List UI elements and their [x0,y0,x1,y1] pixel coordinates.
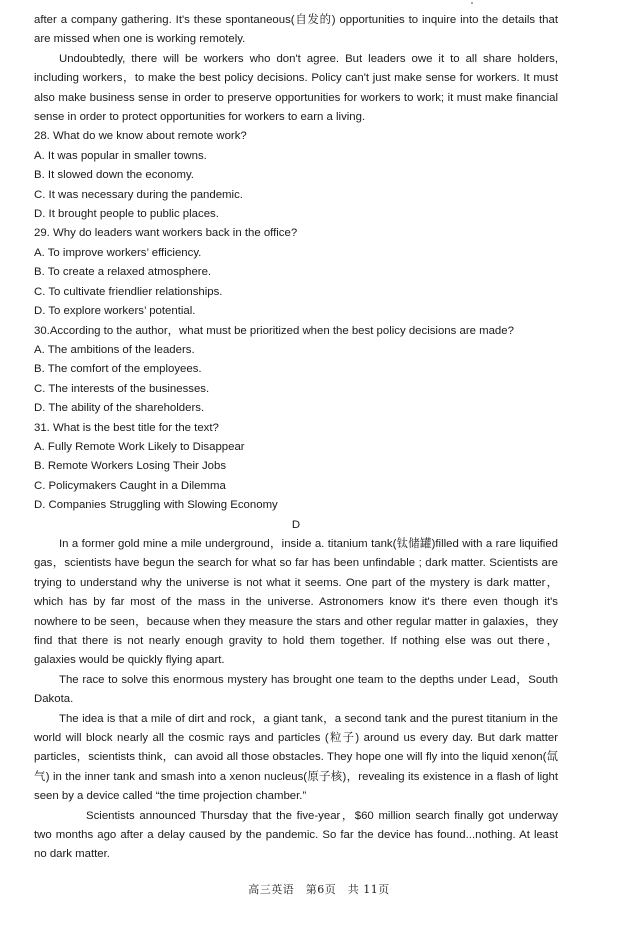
option-c: C. To cultivate friendlier relationships. [34,285,223,298]
question-stem: 31. What is the best title for the text? [34,421,219,434]
option-b: B. Remote Workers Losing Their Jobs [34,460,227,473]
question-29 [34,224,558,321]
section-d-paragraph-3: The idea is that a mile of dirt and rock，a giant tank，a second tank and the purest titanium in the world will block nearly all the cosmic rays and particles (粒子) around us every day. But dark matter particles，scientists think，can avoid all those obstacles. They hope one will fly into the liquid xenon(氙气) in the inner tank and smash into a xenon nucleus(原子核)，revealing its existence in a flash of light seen by a device called “the time projection chamber.” [34,712,558,803]
question-31 [34,419,558,516]
option-a: A. To improve workers’ efficiency. [34,246,202,259]
option-b: B. The comfort of the employees. [34,363,202,376]
option-b: B. To create a relaxed atmosphere. [34,266,212,279]
question-stem: 29. Why do leaders want workers back in the office? [34,227,298,240]
option-a: A. It was popular in smaller towns. [34,149,207,162]
option-d: D. Companies Struggling with Slowing Economy [34,499,278,512]
option-d: D. The ability of the shareholders. [34,402,205,415]
passage-c-tail-paragraph-2: Undoubtedly, there will be workers who don't agree. But leaders owe it to all share holders, including workers，to make the best policy decisions. Policy can't just make sense for workers. It must also make business sense in order to preserve opportunities for workers to work; it must make financial sense in order to protect opportunities for workers to earn a living. [34,52,558,124]
option-c: C. It was necessary during the pandemic. [34,188,243,201]
question-30 [34,322,558,419]
passage-c-tail-paragraph-1: after a company gathering. It's these spontaneous(自发的) opportunities to inquire into the details that are missed when one is working remotely. [34,14,558,46]
scan-speck [471,2,473,4]
page-content [34,11,558,865]
option-b: B. It slowed down the economy. [34,169,194,182]
question-stem: 28. What do we know about remote work? [34,130,247,143]
section-d-paragraph-2: The race to solve this enormous mystery has brought one team to the depths under Lead，South Dakota. [34,673,558,706]
question-stem: 30.According to the author，what must be prioritized when the best policy decisions are made? [34,324,514,337]
option-c: C. The interests of the businesses. [34,382,210,395]
option-a: A. The ambitions of the leaders. [34,343,195,356]
section-d-paragraph-4: Scientists announced Thursday that the five-year，$60 million search finally got underway two months ago after a delay caused by the pandemic. So far the device has found...nothing. At least no dark matter. [34,809,558,861]
section-d-paragraph-1: In a former gold mine a mile underground，inside a. titanium tank(钛储罐)filled with a rare liquified gas，scientists have begun the search for what so far has been unfindable ; dark matter. Scientists are trying to understand why the universe is not what it seems. One part of the mystery is dark matter，which has by far most of the mass in the universe. Astronomers know it's there even though it's nowhere to be seen，because when they measure the stars and other regular matter in galaxies，they find that there is not nearly enough gravity to hold them together. If nothing else was out there，galaxies would be quickly flying apart. [34,537,558,667]
option-c: C. Policymakers Caught in a Dilemma [34,479,226,492]
question-28 [34,127,558,224]
section-heading-d: D [291,518,301,531]
option-d: D. To explore workers’ potential. [34,305,196,318]
page-footer: 高三英语 第6页 共 11页 [248,883,390,896]
option-a: A. Fully Remote Work Likely to Disappear [34,440,245,453]
option-d: D. It brought people to public places. [34,208,219,221]
